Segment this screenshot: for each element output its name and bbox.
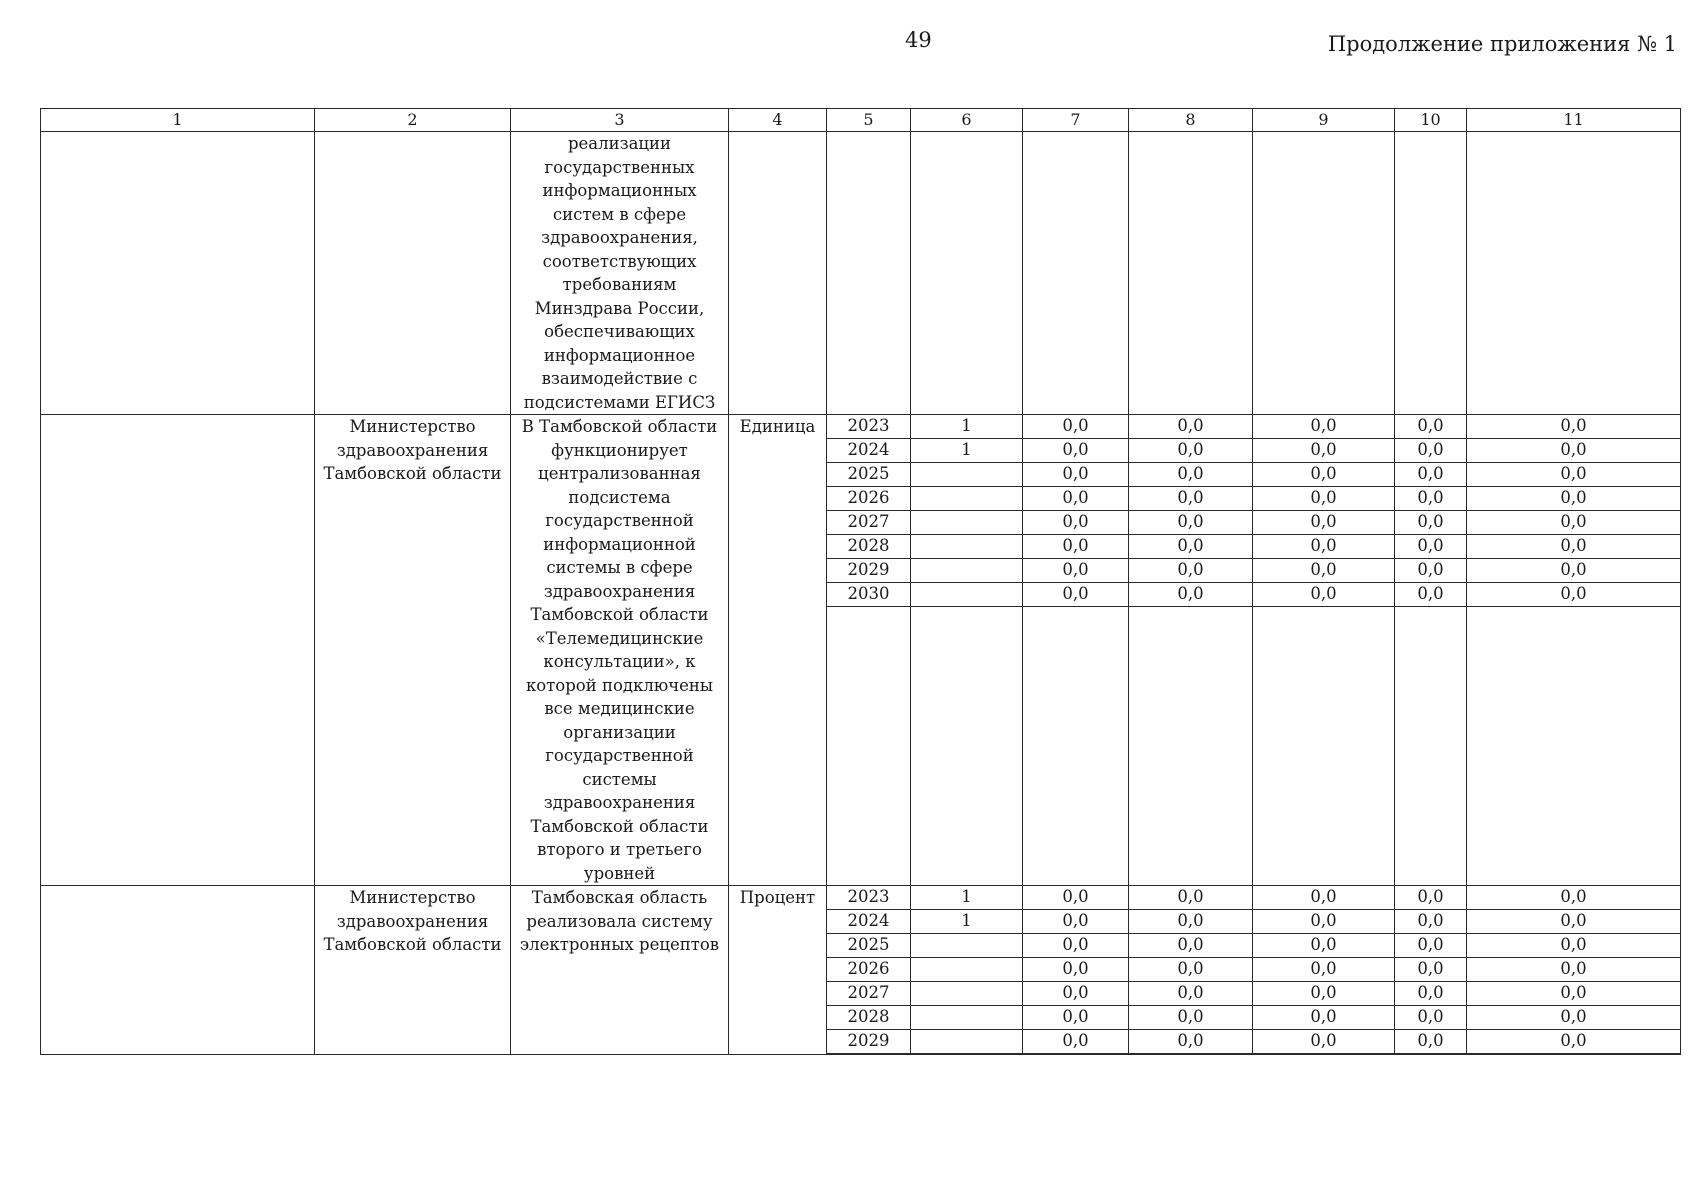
value-cell: 0,0	[1023, 934, 1129, 958]
table-cell	[911, 1054, 1023, 1055]
value-cell: 0,0	[1023, 1030, 1129, 1054]
annex-label: Продолжение приложения № 1	[1327, 32, 1677, 56]
value-cell: 0,0	[1253, 1030, 1395, 1054]
table-cell	[1253, 1054, 1395, 1055]
table-cell	[1395, 607, 1467, 886]
value-cell: 0,0	[1395, 982, 1467, 1006]
value-cell	[911, 1006, 1023, 1030]
year-cell: 2024	[827, 910, 911, 934]
value-cell	[911, 487, 1023, 511]
value-cell	[911, 559, 1023, 583]
value-cell: 0,0	[1467, 511, 1681, 535]
value-cell: 0,0	[1253, 415, 1395, 439]
value-cell: 0,0	[1023, 463, 1129, 487]
value-cell: 0,0	[1395, 958, 1467, 982]
value-cell: 0,0	[1129, 1030, 1253, 1054]
value-cell: 0,0	[1129, 1006, 1253, 1030]
value-cell: 0,0	[1129, 511, 1253, 535]
value-cell: 0,0	[1129, 910, 1253, 934]
indicator-description: В Тамбовской области функционирует централизованная подсистема государственной информационной системы в сфере здравоохранения Тамбовской области «Телемедицинские консультации», к которой подключены все медицинские организации государственной системы здравоохранения Тамбовской области второго и третьего уровней	[511, 415, 729, 886]
table-row	[41, 886, 1681, 910]
table-cell	[1395, 132, 1467, 415]
indicators-table	[40, 108, 1681, 1055]
unit-cell: Единица	[729, 415, 827, 886]
value-cell	[911, 535, 1023, 559]
table-cell	[729, 132, 827, 415]
value-cell: 0,0	[1129, 958, 1253, 982]
value-cell: 0,0	[1395, 1006, 1467, 1030]
value-cell: 0,0	[1395, 910, 1467, 934]
value-cell: 0,0	[1395, 886, 1467, 910]
value-cell: 0,0	[1129, 439, 1253, 463]
value-cell: 0,0	[1129, 886, 1253, 910]
year-cell: 2026	[827, 487, 911, 511]
value-cell: 0,0	[1467, 982, 1681, 1006]
table-cell	[1253, 132, 1395, 415]
column-number: 7	[1023, 109, 1129, 132]
value-cell: 0,0	[1129, 415, 1253, 439]
table-cell	[827, 607, 911, 886]
value-cell: 0,0	[1467, 910, 1681, 934]
table-cell	[41, 886, 315, 1055]
table-cell	[1129, 607, 1253, 886]
year-cell: 2029	[827, 559, 911, 583]
value-cell: 0,0	[1023, 958, 1129, 982]
value-cell: 0,0	[1253, 934, 1395, 958]
value-cell: 0,0	[1253, 535, 1395, 559]
value-cell: 0,0	[1023, 487, 1129, 511]
value-cell: 0,0	[1129, 982, 1253, 1006]
value-cell: 0,0	[1253, 886, 1395, 910]
value-cell	[911, 934, 1023, 958]
value-cell	[911, 982, 1023, 1006]
value-cell: 0,0	[1129, 934, 1253, 958]
value-cell: 0,0	[1253, 982, 1395, 1006]
value-cell: 0,0	[1253, 1006, 1395, 1030]
year-cell: 2023	[827, 415, 911, 439]
value-cell: 0,0	[1023, 886, 1129, 910]
value-cell: 1	[911, 439, 1023, 463]
page-number: 49	[905, 28, 932, 52]
table-cell	[41, 132, 315, 415]
agency-cell: Министерство здравоохранения Тамбовской области	[315, 415, 511, 886]
table-cell	[1023, 1054, 1129, 1055]
value-cell: 0,0	[1467, 463, 1681, 487]
column-number: 11	[1467, 109, 1681, 132]
value-cell: 0,0	[1129, 463, 1253, 487]
value-cell: 0,0	[1129, 559, 1253, 583]
table-cell	[1023, 132, 1129, 415]
value-cell: 0,0	[1395, 559, 1467, 583]
table-cell	[1129, 132, 1253, 415]
value-cell: 0,0	[1023, 1006, 1129, 1030]
table-cell	[911, 132, 1023, 415]
table-cell	[1253, 607, 1395, 886]
column-number: 5	[827, 109, 911, 132]
value-cell: 0,0	[1023, 439, 1129, 463]
column-number: 3	[511, 109, 729, 132]
value-cell	[911, 511, 1023, 535]
value-cell: 0,0	[1395, 1030, 1467, 1054]
year-cell: 2027	[827, 982, 911, 1006]
value-cell: 0,0	[1253, 511, 1395, 535]
value-cell: 0,0	[1395, 415, 1467, 439]
value-cell: 0,0	[1395, 463, 1467, 487]
value-cell	[911, 583, 1023, 607]
value-cell: 0,0	[1467, 439, 1681, 463]
value-cell	[911, 958, 1023, 982]
table-cell	[1467, 132, 1681, 415]
column-number: 8	[1129, 109, 1253, 132]
value-cell: 0,0	[1467, 559, 1681, 583]
table-cell	[1129, 1054, 1253, 1055]
value-cell: 0,0	[1023, 535, 1129, 559]
year-cell: 2023	[827, 886, 911, 910]
value-cell: 1	[911, 415, 1023, 439]
table-cell	[1023, 607, 1129, 886]
year-cell: 2025	[827, 934, 911, 958]
value-cell: 0,0	[1395, 487, 1467, 511]
column-number: 6	[911, 109, 1023, 132]
value-cell: 0,0	[1129, 583, 1253, 607]
column-number: 10	[1395, 109, 1467, 132]
value-cell: 0,0	[1023, 415, 1129, 439]
year-cell: 2028	[827, 1006, 911, 1030]
continuation-description: реализации государственных информационных систем в сфере здравоохранения, соответствующих требованиям Минздрава России, обеспечивающих информационное взаимодействие с подсистемами ЕГИСЗ	[511, 132, 729, 415]
column-number: 2	[315, 109, 511, 132]
column-number: 9	[1253, 109, 1395, 132]
continuation-row	[41, 132, 1681, 415]
value-cell: 0,0	[1023, 910, 1129, 934]
year-cell: 2030	[827, 583, 911, 607]
agency-cell: Министерство здравоохранения Тамбовской области	[315, 886, 511, 1055]
value-cell: 0,0	[1253, 583, 1395, 607]
value-cell	[911, 463, 1023, 487]
value-cell	[911, 1030, 1023, 1054]
value-cell: 0,0	[1253, 463, 1395, 487]
value-cell: 0,0	[1467, 1006, 1681, 1030]
year-cell: 2029	[827, 1030, 911, 1054]
value-cell: 0,0	[1253, 910, 1395, 934]
value-cell: 0,0	[1467, 535, 1681, 559]
table-cell	[1467, 607, 1681, 886]
table-cell	[911, 607, 1023, 886]
value-cell: 0,0	[1467, 934, 1681, 958]
year-cell: 2024	[827, 439, 911, 463]
value-cell: 0,0	[1467, 487, 1681, 511]
table-cell	[1395, 1054, 1467, 1055]
value-cell: 1	[911, 886, 1023, 910]
value-cell: 0,0	[1023, 982, 1129, 1006]
value-cell: 0,0	[1253, 439, 1395, 463]
value-cell: 0,0	[1395, 583, 1467, 607]
value-cell: 0,0	[1023, 511, 1129, 535]
column-number: 1	[41, 109, 315, 132]
unit-cell: Процент	[729, 886, 827, 1055]
value-cell: 0,0	[1253, 559, 1395, 583]
value-cell: 1	[911, 910, 1023, 934]
value-cell: 0,0	[1395, 934, 1467, 958]
value-cell: 0,0	[1467, 583, 1681, 607]
year-cell: 2025	[827, 463, 911, 487]
column-number-row	[41, 109, 1681, 132]
value-cell: 0,0	[1023, 583, 1129, 607]
value-cell: 0,0	[1129, 487, 1253, 511]
value-cell: 0,0	[1395, 511, 1467, 535]
value-cell: 0,0	[1395, 439, 1467, 463]
value-cell: 0,0	[1467, 1030, 1681, 1054]
table-cell	[1467, 1054, 1681, 1055]
table-cell	[315, 132, 511, 415]
value-cell: 0,0	[1467, 886, 1681, 910]
value-cell: 0,0	[1467, 415, 1681, 439]
value-cell: 0,0	[1395, 535, 1467, 559]
value-cell: 0,0	[1253, 487, 1395, 511]
value-cell: 0,0	[1467, 958, 1681, 982]
table-cell	[41, 415, 315, 886]
column-number: 4	[729, 109, 827, 132]
year-cell: 2026	[827, 958, 911, 982]
value-cell: 0,0	[1129, 535, 1253, 559]
value-cell: 0,0	[1253, 958, 1395, 982]
year-cell: 2027	[827, 511, 911, 535]
value-cell: 0,0	[1023, 559, 1129, 583]
table-cell	[827, 132, 911, 415]
indicator-description: Тамбовская область реализовала систему электронных рецептов	[511, 886, 729, 1055]
table-row	[41, 415, 1681, 439]
year-cell: 2028	[827, 535, 911, 559]
table-cell	[827, 1054, 911, 1055]
